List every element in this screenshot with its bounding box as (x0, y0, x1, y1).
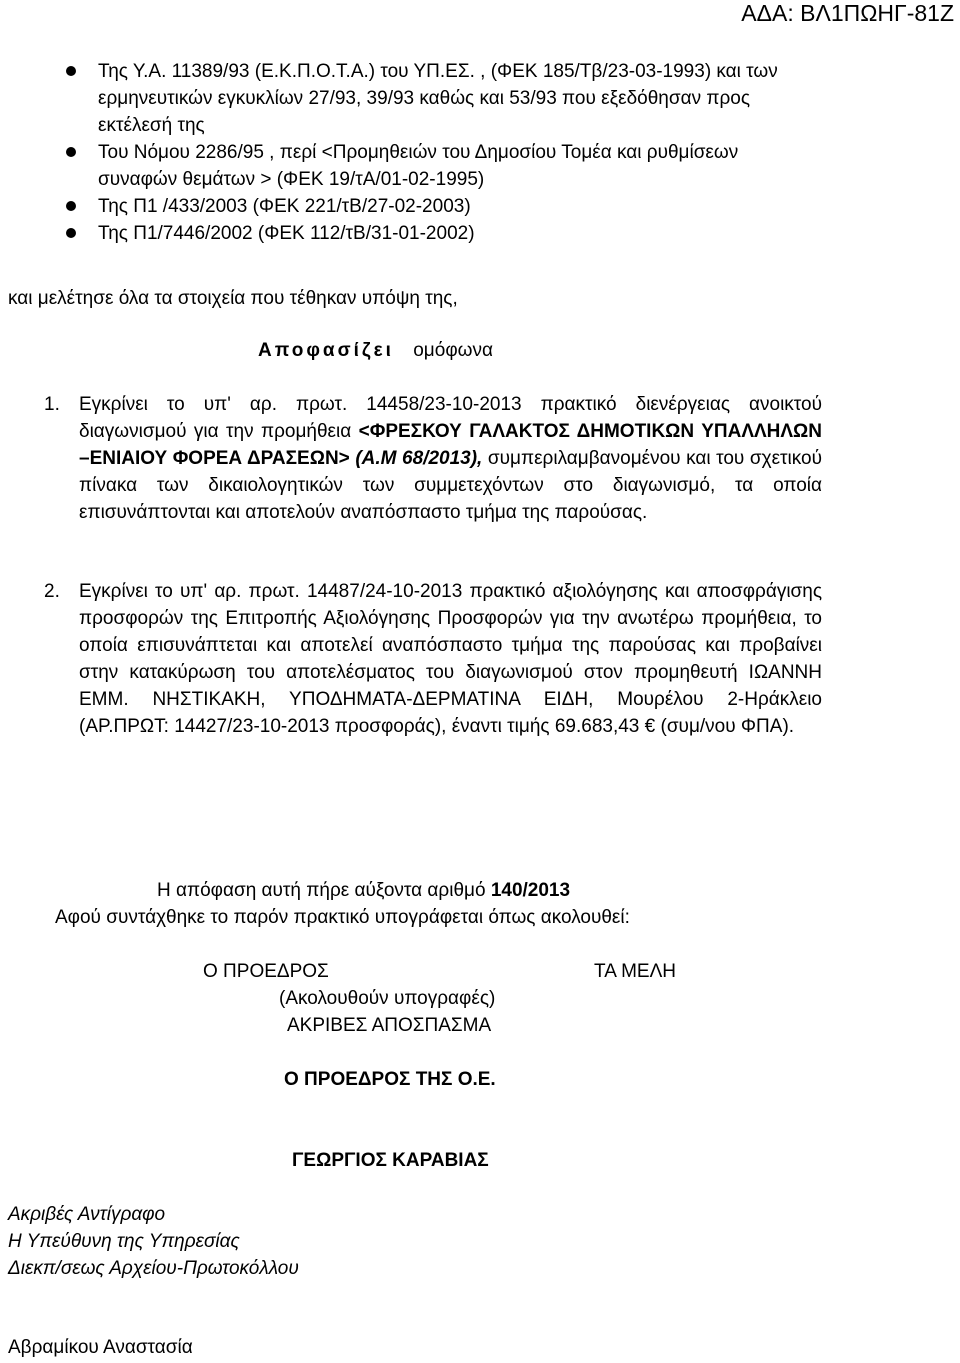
list-item: Του Νόμου 2286/95 , περί <Προμηθειών του Δημοσίου Τομέα και ρυθμίσεων συναφών θεμάτων > (ΦΕΚ 19/τΑ/01-02-1995) (60, 139, 800, 193)
legal-basis-list (60, 58, 800, 247)
decision-manner: ομόφωνα (413, 340, 493, 361)
decision-item-1: 1. Εγκρίνει το υπ' αρ. πρωτ. 14458/23-10-2013 πρακτικό διενέργειας ανοικτού διαγωνισμού για την προμήθεια <ΦΡΕΣΚΟΥ ΓΑΛΑΚΤΟΣ ΔΗΜΟΤΙΚΩΝ ΥΠΑΛΛΗΛΩΝ –ΕΝΙΑΙΟΥ ΦΟΡΕΑ ΔΡΑΣΕΩΝ> (Α.Μ 68/2013), συμπεριλαμβανομένου και του σχετικού πίνακα των δικαιολογητικών των συμμετεχόντων στο διαγωνισμό, τα οποία επισυνάπτονται και αποτελούν αναπόσπαστο τμήμα της παρούσας. (44, 394, 823, 523)
list-item: Της Π1/7446/2002 (ΦΕΚ 112/τΒ/31-01-2002) (60, 220, 800, 247)
bullet-icon (66, 66, 76, 76)
president-label: Ο ΠΡΟΕΔΡΟΣ (203, 961, 329, 982)
members-label: ΤΑ ΜΕΛΗ (594, 961, 677, 982)
bullet-icon (66, 147, 76, 157)
product-title: <ΦΡΕΣΚΟΥ ΓΑΛΑΚΤΟΣ ΔΗΜΟΤΙΚΩΝ ΥΠΑΛΛΗΛΩΝ –ΕΝΙΑΙΟΥ ΦΟΡΕΑ ΔΡΑΣΕΩΝ> (79, 421, 823, 469)
bullet-icon (66, 228, 76, 238)
decision-line (258, 337, 493, 364)
decision-item-2: 2. Εγκρίνει το υπ' αρ. πρωτ. 14487/24-10-2013 πρακτικό αξιολόγησης και αποσφράγισης προσφορών της Επιτροπής Αξιολόγησης Προσφορών για την ανωτέρω προμήθεια, το οποία επισυνάπτεται και αποτελεί αναπόσπαστο τμήμα της παρούσας και προβαίνει στην κατακύρωση του αποτελέσματος του διαγωνισμού στον προμηθευτή ΙΩΑΝΝΗ ΕΜΜ. ΝΗΣΤΙΚΑΚΗ, ΥΠΟΔΗΜΑΤΑ-ΔΕΡΜΑΤΙΝΑ ΕΙΔΗ, Μουρέλου 2-Ηράκλειο (ΑΡ.ΠΡΩΤ: 14427/23-10-2013 προσφοράς), έναντι τιμής 69.683,43 € (συμ/νου ΦΠΑ). (44, 581, 822, 737)
exact-excerpt: ΑΚΡΙΒΕΣ ΑΠΟΣΠΑΣΜΑ (287, 1015, 492, 1036)
footer-dept: Διεκπ/σεως Αρχείου-Πρωτοκόλλου (8, 1258, 299, 1279)
signatures-follow: (Ακολουθούν υπογραφές) (279, 988, 496, 1009)
list-item: Της Π1 /433/2003 (ΦΕΚ 221/τΒ/27-02-2003) (60, 193, 800, 220)
decision-number: 140/2013 (490, 880, 571, 901)
footer-person: Αβραμίκου Αναστασία (8, 1337, 193, 1358)
am-number: (Α.Μ 68/2013), (355, 448, 483, 469)
decision-verb: Αποφασίζει (258, 340, 394, 361)
list-item: Της Υ.Α. 11389/93 (Ε.Κ.Π.Ο.Τ.Α.) του ΥΠ.ΕΣ. , (ΦΕΚ 185/Τβ/23-03-1993) και των ερμηνευτικών εγκυκλίων 27/93, 39/93 καθώς και 53/93 που εξεδόθησαν προς εκτέλεσή της (60, 58, 800, 139)
president-of-committee: Ο ΠΡΟΕΔΡΟΣ ΤΗΣ Ο.Ε. (284, 1069, 496, 1090)
ada-code: ΑΔΑ: ΒΛ1ΠΩΗΓ-81Ζ (741, 0, 954, 26)
bullet-icon (66, 201, 76, 211)
president-name: ΓΕΩΡΓΙΟΣ ΚΑΡΑΒΙΑΣ (292, 1150, 489, 1171)
signed-text: Αφού συντάχθηκε το παρόν πρακτικό υπογράφεται όπως ακολουθεί: (55, 907, 630, 928)
footer-responsible: Η Υπεύθυνη της Υπηρεσίας (8, 1231, 240, 1252)
decision-number-line: Η απόφαση αυτή πήρε αύξοντα αριθμό 140/2013 (157, 880, 571, 901)
footer-copy: Ακριβές Αντίγραφο (8, 1204, 166, 1225)
studied-text: και μελέτησε όλα τα στοιχεία που τέθηκαν υπόψη της, (8, 288, 458, 309)
